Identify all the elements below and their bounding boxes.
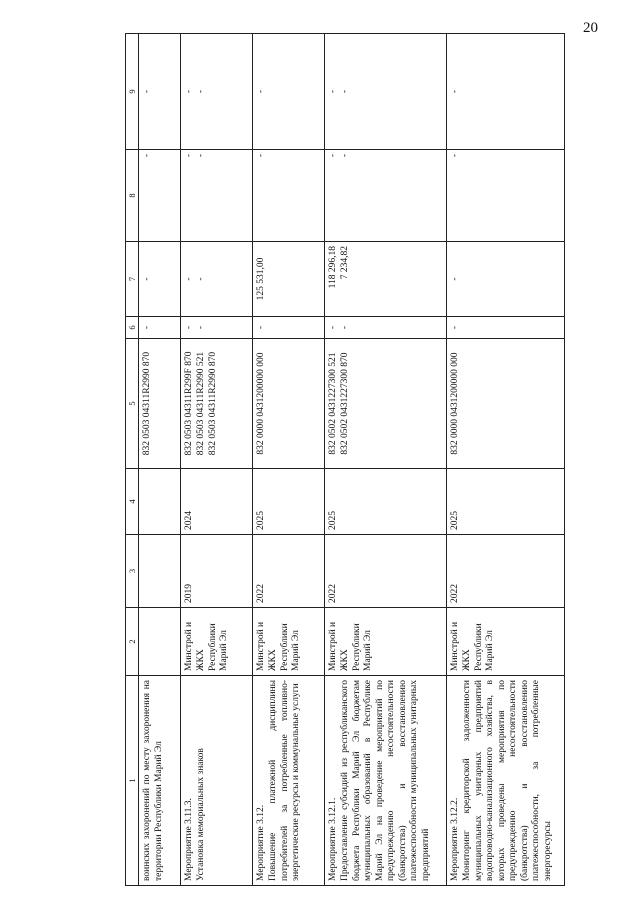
executor-cell: Минстрой и ЖКХ Республики Марий Эл xyxy=(181,608,253,676)
col7-cell xyxy=(181,242,253,317)
activity-cell xyxy=(447,676,565,886)
activity-cell xyxy=(181,676,253,886)
executor-cell: Минстрой и ЖКХ Республики Марий Эл xyxy=(325,608,447,676)
col6-cell xyxy=(447,317,565,339)
budget-code: 832 0503 04311R2990 870 xyxy=(142,351,153,456)
value: - xyxy=(256,325,267,330)
end-year-cell: 2025 xyxy=(253,469,325,535)
header-cell: 6 xyxy=(126,317,139,339)
header-cell: 5 xyxy=(126,339,139,469)
budget-code-cell xyxy=(139,339,181,469)
budget-code-cell xyxy=(253,339,325,469)
budget-code: 832 0503 04311R299F 870 xyxy=(184,351,195,456)
activity-description: воинских захоронений по месту захоронения на территории Республики Марий Эл xyxy=(142,680,164,881)
activity-description: Установка мемориальных знаков xyxy=(195,748,206,881)
program-activities-table xyxy=(125,33,565,886)
header-cell: 3 xyxy=(126,535,139,608)
budget-code: 832 0000 0431200000 000 xyxy=(256,352,267,455)
rotated-table-container xyxy=(125,34,556,886)
value: - xyxy=(142,277,153,281)
budget-code: 832 0502 0431227300 521 xyxy=(328,352,339,455)
activity-title: Мероприятие 3.11.3. xyxy=(184,798,195,881)
end-year-cell xyxy=(139,469,181,535)
value: - xyxy=(195,277,206,281)
header-cell: 7 xyxy=(126,242,139,317)
end-year-cell: 2024 xyxy=(181,469,253,535)
value: - xyxy=(142,325,153,330)
col8-cell xyxy=(447,150,565,242)
value: - xyxy=(184,277,195,281)
value: - xyxy=(339,154,350,158)
value: - xyxy=(328,325,339,330)
col8-cell xyxy=(139,150,181,242)
activity-title: Мероприятие 3.12.2. xyxy=(450,797,461,881)
value: - xyxy=(142,89,153,94)
start-year-cell: 2022 xyxy=(447,535,565,608)
col9-cell xyxy=(139,34,181,150)
budget-code: 832 0503 04311R2990 870 xyxy=(207,351,218,456)
col7-cell xyxy=(325,242,447,317)
start-year-cell: 2022 xyxy=(325,535,447,608)
activity-cell xyxy=(139,676,181,886)
col6-cell xyxy=(139,317,181,339)
col8-cell xyxy=(325,150,447,242)
table-row xyxy=(325,34,447,886)
col9-cell xyxy=(447,34,565,150)
executor-cell: Минстрой и ЖКХ Республики Марий Эл xyxy=(447,608,565,676)
value: - xyxy=(142,154,153,158)
value: - xyxy=(256,154,267,158)
activity-title: Мероприятие 3.12.1. xyxy=(328,797,339,881)
value: 7 234,82 xyxy=(339,246,350,280)
header-cell: 2 xyxy=(126,608,139,676)
col9-cell xyxy=(253,34,325,150)
value: - xyxy=(339,89,350,94)
value: - xyxy=(195,154,206,158)
value: - xyxy=(184,89,195,94)
activity-description: Мониторинг кредиторской задолженности муниципальных унитарных предприятий водопроводно-канализационного хозяйства, в которых проведены мероприятия по предупреждению несостоятельности (банкротства) и восстановлению платежеспособности, за потребленные энергоресурсы xyxy=(461,680,553,881)
header-cell: 1 xyxy=(126,676,139,886)
header-cell: 8 xyxy=(126,150,139,242)
budget-code: 832 0000 0431200000 000 xyxy=(450,352,461,455)
value: - xyxy=(184,325,195,330)
table-row xyxy=(447,34,565,886)
value: - xyxy=(256,89,267,94)
budget-code-cell xyxy=(325,339,447,469)
col6-cell xyxy=(325,317,447,339)
value: - xyxy=(184,154,195,158)
end-year-cell: 2025 xyxy=(447,469,565,535)
table-row xyxy=(181,34,253,886)
col8-cell xyxy=(181,150,253,242)
header-cell: 4 xyxy=(126,469,139,535)
col7-cell xyxy=(253,242,325,317)
budget-code: 832 0503 04311R2990 521 xyxy=(195,351,206,456)
col9-cell xyxy=(181,34,253,150)
table-row xyxy=(253,34,325,886)
col6-cell xyxy=(181,317,253,339)
value: - xyxy=(450,277,461,281)
col6-cell xyxy=(253,317,325,339)
start-year-cell: 2022 xyxy=(253,535,325,608)
value: - xyxy=(328,89,339,94)
col7-cell xyxy=(139,242,181,317)
budget-code: 832 0502 0431227300 870 xyxy=(339,352,350,455)
activity-title: Мероприятие 3.12. xyxy=(256,804,267,881)
value: - xyxy=(339,325,350,330)
value: - xyxy=(195,325,206,330)
value: - xyxy=(450,325,461,330)
value: - xyxy=(450,89,461,94)
col7-cell xyxy=(447,242,565,317)
value: - xyxy=(450,154,461,158)
col8-cell xyxy=(253,150,325,242)
executor-cell xyxy=(139,608,181,676)
start-year-cell: 2019 xyxy=(181,535,253,608)
executor-cell: Минстрой и ЖКХ Республики Марий Эл xyxy=(253,608,325,676)
start-year-cell xyxy=(139,535,181,608)
header-cell: 9 xyxy=(126,34,139,150)
activity-cell xyxy=(325,676,447,886)
value: - xyxy=(328,154,339,158)
end-year-cell: 2025 xyxy=(325,469,447,535)
value: 125 531,00 xyxy=(256,257,267,301)
activity-description: Предоставление субсидий из республиканского бюджета Республики Марий Эл бюджетам муниципальных образований в Республике Марий Эл на проведение мероприятий по предупреждению несостоятельности (банкротства) и восстановлению платежеспособности муниципальных унитарных предприятий xyxy=(339,680,431,881)
activity-cell xyxy=(253,676,325,886)
budget-code-cell xyxy=(447,339,565,469)
activity-description: Повышение платежной дисциплины потребителей за потребленные топливно-энергетические ресурсы и коммунальные услуги xyxy=(267,680,302,881)
col9-cell xyxy=(325,34,447,150)
budget-code-cell xyxy=(181,339,253,469)
value: - xyxy=(195,89,206,94)
table-row xyxy=(139,34,181,886)
value: 118 296,18 xyxy=(328,246,339,289)
header-row xyxy=(126,34,139,886)
page-number: 20 xyxy=(583,20,598,36)
